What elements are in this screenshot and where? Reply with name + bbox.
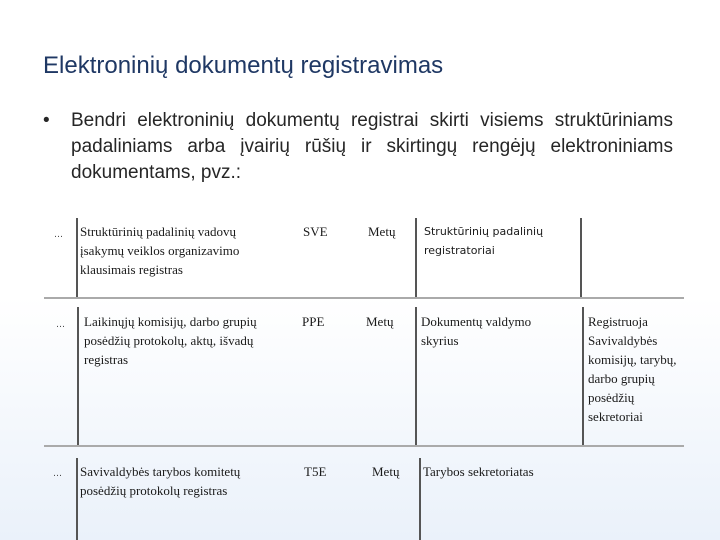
bullet-paragraph xyxy=(43,108,673,186)
slide-title: Elektroninių dokumentų registravimas xyxy=(43,52,444,79)
column-divider xyxy=(582,307,584,447)
register-code: PPE xyxy=(302,314,325,329)
register-note: Registruoja Savivaldybės komisijų, tarybų, darbo grupių posėdžių sekretoriai xyxy=(588,314,677,424)
row-marker: … xyxy=(56,320,65,330)
register-code: SVE xyxy=(303,224,328,239)
bullet-marker: • xyxy=(43,110,50,131)
row-marker: … xyxy=(53,469,62,479)
column-divider xyxy=(580,218,582,298)
column-divider xyxy=(419,458,421,540)
row-divider xyxy=(44,445,684,447)
column-divider xyxy=(76,458,78,540)
bullet-text: Bendri elektroninių dokumentų registrai skirti visiems struktūriniams padaliniams arba įvairių rūšių ir skirtingų rengėjų elektroniniams dokumentams, pvz.: xyxy=(71,110,673,183)
column-divider xyxy=(415,307,417,447)
column-divider xyxy=(415,218,417,298)
column-divider xyxy=(76,218,78,298)
register-name: Laikinųjų komisijų, darbo grupių posėdžių protokolų, aktų, išvadų registras xyxy=(84,314,257,367)
register-registrar: Struktūrinių padalinių registratoriai xyxy=(424,225,544,257)
row-divider xyxy=(44,297,684,299)
register-registrar: Tarybos sekretoriatas xyxy=(423,464,534,479)
row-marker: … xyxy=(54,230,63,240)
register-period: Metų xyxy=(366,314,394,329)
register-period: Metų xyxy=(368,224,396,239)
register-name: Savivaldybės tarybos komitetų posėdžių protokolų registras xyxy=(80,464,241,498)
column-divider xyxy=(77,307,79,447)
register-period: Metų xyxy=(372,464,400,479)
register-registrar: Dokumentų valdymo skyrius xyxy=(421,314,532,348)
register-code: T5E xyxy=(304,464,327,479)
register-name: Struktūrinių padalinių vadovų įsakymų veiklos organizavimo klausimais registras xyxy=(80,224,240,277)
